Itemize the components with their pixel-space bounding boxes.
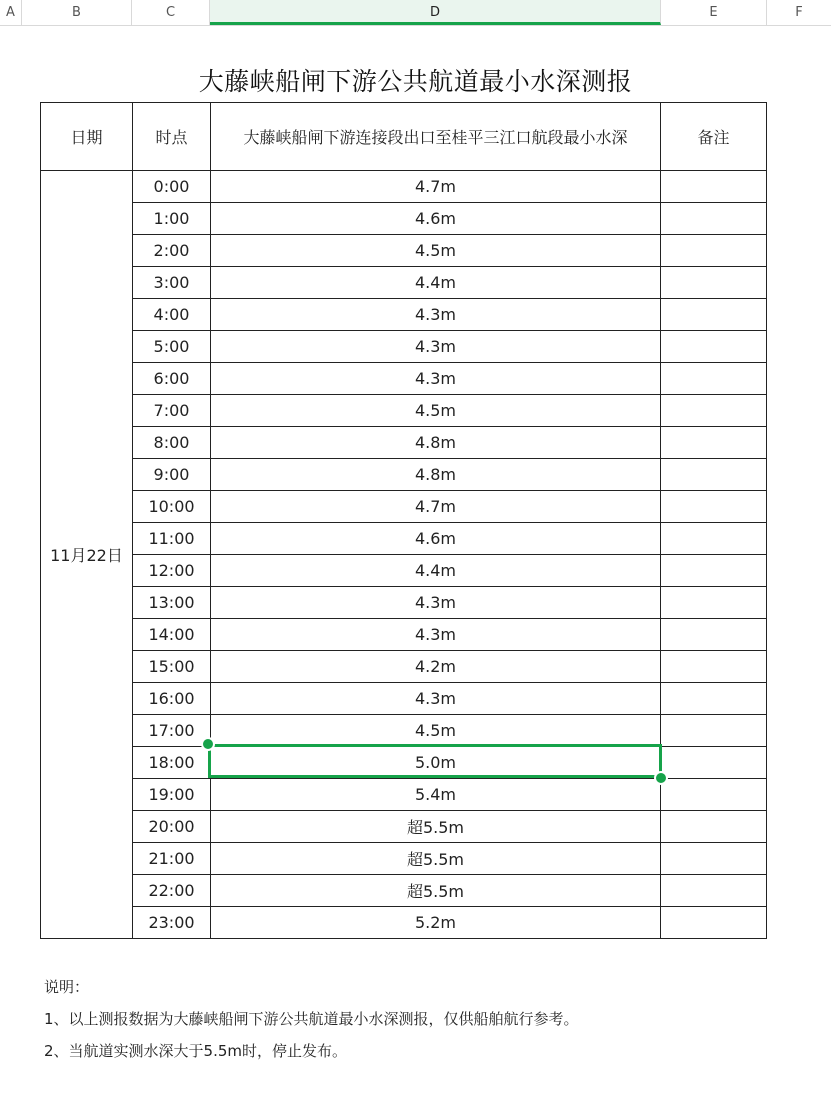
table-row [41, 715, 767, 747]
depth-cell[interactable]: 5.4m [211, 779, 661, 811]
note-cell[interactable] [661, 363, 767, 395]
column-header-a[interactable]: A [0, 0, 22, 25]
depth-cell[interactable]: 4.3m [211, 683, 661, 715]
table-row [41, 363, 767, 395]
table-row [41, 683, 767, 715]
time-cell[interactable]: 17:00 [133, 715, 211, 747]
note-cell[interactable] [661, 715, 767, 747]
depth-cell[interactable]: 超5.5m [211, 811, 661, 843]
note-cell[interactable] [661, 907, 767, 939]
table-row [41, 299, 767, 331]
table-header-row [41, 103, 767, 171]
note-cell[interactable] [661, 267, 767, 299]
time-cell[interactable]: 10:00 [133, 491, 211, 523]
column-header-f[interactable]: F [795, 5, 803, 20]
time-cell[interactable]: 12:00 [133, 555, 211, 587]
depth-cell[interactable]: 4.4m [211, 267, 661, 299]
time-cell[interactable]: 5:00 [133, 331, 211, 363]
header-date-cell[interactable]: 日期 [41, 103, 133, 171]
time-cell[interactable]: 15:00 [133, 651, 211, 683]
table-row [41, 843, 767, 875]
notes-line-2: 2、当航道实测水深大于5.5m时，停止发布。 [44, 1042, 348, 1060]
time-cell[interactable]: 16:00 [133, 683, 211, 715]
time-cell[interactable]: 18:00 [133, 747, 211, 779]
depth-cell[interactable]: 4.5m [211, 715, 661, 747]
column-header-e[interactable]: E [661, 0, 767, 25]
table-row [41, 875, 767, 907]
note-cell[interactable] [661, 843, 767, 875]
note-cell[interactable] [661, 747, 767, 779]
depth-cell[interactable]: 4.3m [211, 331, 661, 363]
table-row [41, 651, 767, 683]
note-cell[interactable] [661, 779, 767, 811]
time-cell[interactable]: 21:00 [133, 843, 211, 875]
time-cell[interactable]: 9:00 [133, 459, 211, 491]
depth-cell[interactable]: 4.4m [211, 555, 661, 587]
header-time-cell[interactable]: 时点 [133, 103, 211, 171]
notes-heading: 说明： [44, 978, 90, 996]
note-cell[interactable] [661, 619, 767, 651]
note-cell[interactable] [661, 299, 767, 331]
depth-cell[interactable]: 4.3m [211, 587, 661, 619]
note-cell[interactable] [661, 459, 767, 491]
column-header-d[interactable]: D [210, 0, 661, 25]
report-title: 大藤峡船闸下游公共航道最小水深测报 [198, 67, 633, 96]
table-row [41, 427, 767, 459]
time-cell[interactable]: 22:00 [133, 875, 211, 907]
note-cell[interactable] [661, 171, 767, 203]
note-cell[interactable] [661, 811, 767, 843]
note-cell[interactable] [661, 235, 767, 267]
header-note-cell[interactable]: 备注 [661, 103, 767, 171]
time-cell[interactable]: 13:00 [133, 587, 211, 619]
time-cell[interactable]: 20:00 [133, 811, 211, 843]
note-cell[interactable] [661, 587, 767, 619]
depth-cell[interactable]: 4.7m [211, 171, 661, 203]
note-cell[interactable] [661, 331, 767, 363]
time-cell[interactable]: 23:00 [133, 907, 211, 939]
time-cell[interactable]: 7:00 [133, 395, 211, 427]
table-row [41, 587, 767, 619]
selection-start-handle[interactable] [201, 737, 215, 751]
time-cell[interactable]: 14:00 [133, 619, 211, 651]
depth-cell[interactable]: 4.3m [211, 363, 661, 395]
table-row [41, 907, 767, 939]
time-cell[interactable]: 8:00 [133, 427, 211, 459]
time-cell[interactable]: 2:00 [133, 235, 211, 267]
time-cell[interactable]: 0:00 [133, 171, 211, 203]
time-cell[interactable]: 4:00 [133, 299, 211, 331]
note-cell[interactable] [661, 427, 767, 459]
time-cell[interactable]: 11:00 [133, 523, 211, 555]
depth-cell[interactable]: 4.8m [211, 459, 661, 491]
depth-cell[interactable]: 4.3m [211, 299, 661, 331]
column-header-bar [0, 0, 831, 26]
table-row [41, 459, 767, 491]
time-cell[interactable]: 3:00 [133, 267, 211, 299]
depth-cell[interactable]: 4.5m [211, 235, 661, 267]
notes-line-1: 1、以上测报数据为大藤峡船闸下游公共航道最小水深测报，仅供船舶航行参考。 [44, 1010, 579, 1028]
depth-cell[interactable]: 4.6m [211, 203, 661, 235]
note-cell[interactable] [661, 395, 767, 427]
depth-cell[interactable]: 超5.5m [211, 843, 661, 875]
table-row [41, 811, 767, 843]
time-cell[interactable]: 19:00 [133, 779, 211, 811]
table-row [41, 523, 767, 555]
depth-cell[interactable]: 5.0m [211, 747, 661, 779]
selection-end-handle[interactable] [654, 771, 668, 785]
table-row [41, 267, 767, 299]
notes-section [44, 976, 579, 1072]
depth-report-table [40, 102, 767, 939]
time-cell[interactable]: 6:00 [133, 363, 211, 395]
date-cell[interactable]: 11月22日 [41, 171, 133, 939]
note-cell[interactable] [661, 203, 767, 235]
table-row [41, 555, 767, 587]
table-row [41, 235, 767, 267]
table-row [41, 491, 767, 523]
depth-cell[interactable]: 4.6m [211, 523, 661, 555]
table-row [41, 171, 767, 203]
table-row [41, 331, 767, 363]
depth-cell[interactable]: 4.2m [211, 651, 661, 683]
note-cell[interactable] [661, 875, 767, 907]
column-header-b[interactable]: B [22, 0, 132, 25]
depth-cell[interactable]: 4.8m [211, 427, 661, 459]
note-cell[interactable] [661, 491, 767, 523]
depth-cell[interactable]: 5.2m [211, 907, 661, 939]
note-cell[interactable] [661, 651, 767, 683]
depth-cell[interactable]: 4.5m [211, 395, 661, 427]
time-cell[interactable]: 1:00 [133, 203, 211, 235]
table-row [41, 395, 767, 427]
depth-cell[interactable]: 4.3m [211, 619, 661, 651]
note-cell[interactable] [661, 555, 767, 587]
table-row [41, 203, 767, 235]
note-cell[interactable] [661, 523, 767, 555]
table-row [41, 619, 767, 651]
column-header-c[interactable]: C [132, 0, 210, 25]
depth-cell[interactable]: 超5.5m [211, 875, 661, 907]
depth-cell[interactable]: 4.7m [211, 491, 661, 523]
header-depth-cell[interactable]: 大藤峡船闸下游连接段出口至桂平三江口航段最小水深 [211, 103, 661, 171]
note-cell[interactable] [661, 683, 767, 715]
